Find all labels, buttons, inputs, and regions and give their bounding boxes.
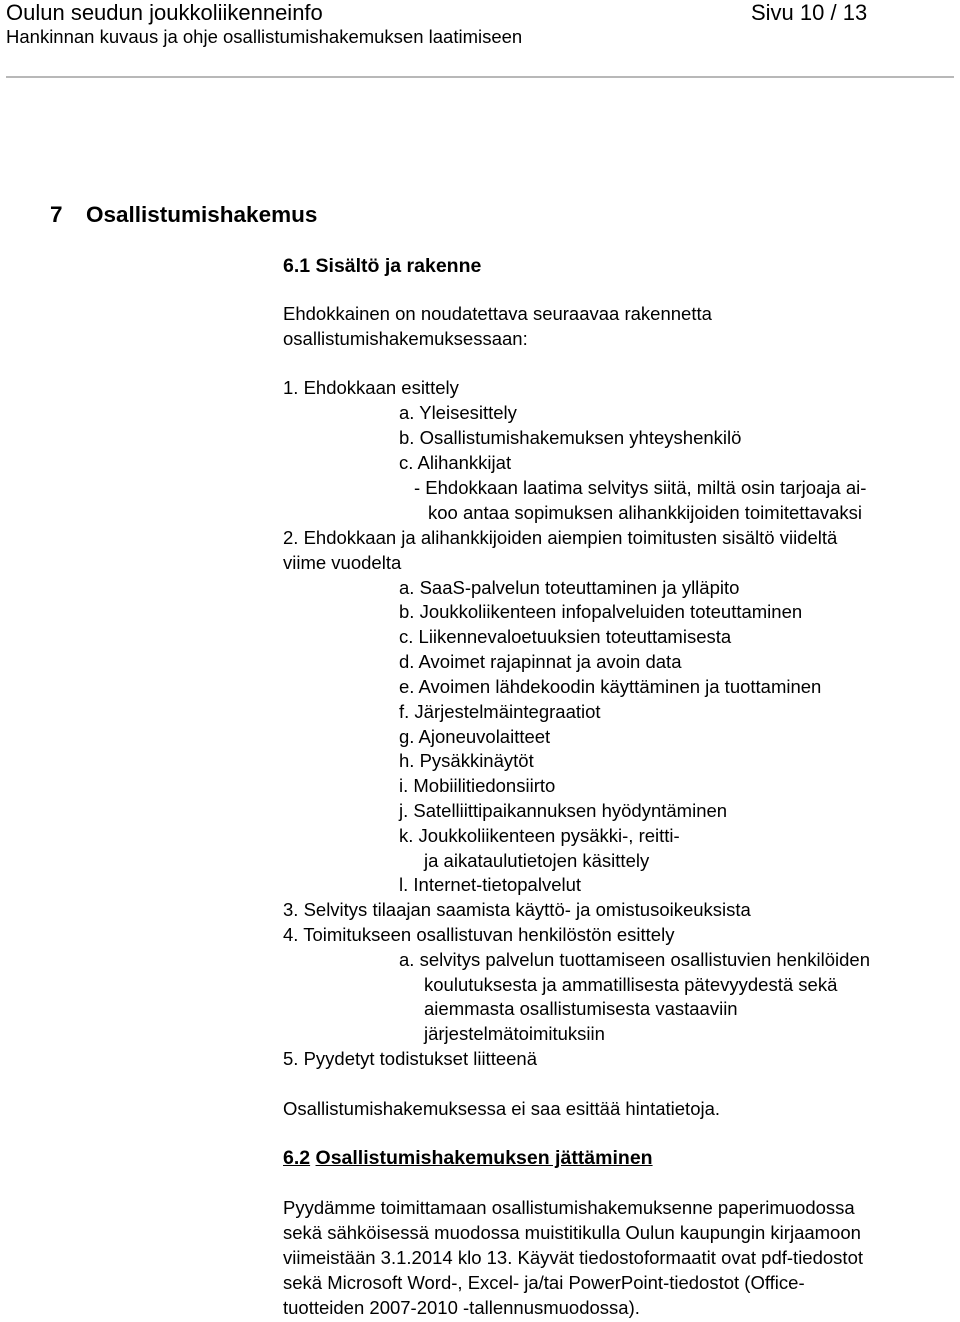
paragraph-line: tuotteiden 2007-2010 -tallennusmuodossa). bbox=[283, 1297, 640, 1318]
list-subitem: f. Järjestelmäintegraatiot bbox=[399, 701, 601, 722]
paragraph-line: Pyydämme toimittamaan osallistumishakemuksenne paperimuodossa bbox=[283, 1197, 855, 1218]
list-subitem: g. Ajoneuvolaitteet bbox=[399, 726, 551, 747]
list-subitem: c. Liikennevaloetuuksien toteuttamisesta bbox=[399, 626, 732, 647]
list-subitem: b. Osallistumishakemuksen yhteyshenkilö bbox=[399, 427, 742, 448]
intro-line: Ehdokkainen on noudatettava seuraavaa rakennetta bbox=[283, 303, 712, 324]
list-item: viime vuodelta bbox=[283, 552, 402, 573]
list-note: koo antaa sopimuksen alihankkijoiden toimitettavaksi bbox=[428, 502, 862, 523]
list-subitem: i. Mobiilitiedonsiirto bbox=[399, 775, 556, 796]
list-subitem: järjestelmätoimituksiin bbox=[424, 1023, 605, 1044]
intro-line: osallistumishakemuksessaan: bbox=[283, 328, 528, 349]
header-subtitle: Hankinnan kuvaus ja ohje osallistumishakemuksen laatimiseen bbox=[6, 26, 523, 47]
subsection-heading-6-1: 6.1 Sisältö ja rakenne bbox=[283, 255, 482, 277]
section-heading-7 bbox=[50, 201, 317, 229]
subsection-title: Osallistumishakemuksen jättäminen bbox=[315, 1147, 653, 1169]
subsection-number: 6.2 bbox=[283, 1147, 311, 1169]
list-subitem: h. Pysäkkinäytöt bbox=[399, 750, 534, 771]
list-subitem: k. Joukkoliikenteen pysäkki-, reitti- bbox=[399, 825, 680, 846]
list-item: 4. Toimitukseen osallistuvan henkilöstön esittely bbox=[283, 924, 675, 945]
paragraph-line: sekä Microsoft Word-, Excel- ja/tai PowerPoint-tiedostot (Office- bbox=[283, 1272, 805, 1293]
list-subitem: e. Avoimen lähdekoodin käyttäminen ja tuottaminen bbox=[399, 676, 822, 697]
list-subitem: l. Internet-tietopalvelut bbox=[399, 874, 582, 895]
section-title: Osallistumishakemus bbox=[86, 202, 318, 227]
list-note: - Ehdokkaan laatima selvitys siitä, miltä osin tarjoaja ai- bbox=[414, 477, 867, 498]
list-item: 3. Selvitys tilaajan saamista käyttö- ja omistusoikeuksista bbox=[283, 899, 751, 920]
page-number: Sivu 10 / 13 bbox=[751, 0, 868, 25]
list-item: 5. Pyydetyt todistukset liitteenä bbox=[283, 1048, 537, 1069]
header-divider bbox=[6, 76, 954, 78]
list-item: 2. Ehdokkaan ja alihankkijoiden aiempien toimitusten sisältö viideltä bbox=[283, 527, 838, 548]
list-subitem: b. Joukkoliikenteen infopalveluiden toteuttaminen bbox=[399, 601, 803, 622]
paragraph-line: viimeistään 3.1.2014 klo 13. Käyvät tiedostoformaatit ovat pdf-tiedostot bbox=[283, 1247, 863, 1268]
header-title: Oulun seudun joukkoliikenneinfo bbox=[6, 0, 323, 25]
list-subitem: aiemmasta osallistumisesta vastaaviin bbox=[424, 998, 738, 1019]
list-subitem: a. Yleisesittely bbox=[399, 402, 517, 423]
subsection-heading-6-2 bbox=[283, 1146, 653, 1170]
note-paragraph: Osallistumishakemuksessa ei saa esittää hintatietoja. bbox=[283, 1098, 721, 1119]
list-subitem: koulutuksesta ja ammatillisesta pätevyydestä sekä bbox=[424, 974, 838, 995]
list-subitem: a. SaaS-palvelun toteuttaminen ja ylläpito bbox=[399, 577, 740, 598]
list-subitem: d. Avoimet rajapinnat ja avoin data bbox=[399, 651, 682, 672]
list-subitem: j. Satelliittipaikannuksen hyödyntäminen bbox=[399, 800, 728, 821]
list-subitem: c. Alihankkijat bbox=[399, 452, 512, 473]
list-subitem: ja aikataulutietojen käsittely bbox=[424, 850, 650, 871]
list-item: 1. Ehdokkaan esittely bbox=[283, 377, 459, 398]
section-number: 7 bbox=[50, 202, 63, 227]
paragraph-line: sekä sähköisessä muodossa muistitikulla Oulun kaupungin kirjaamoon bbox=[283, 1222, 861, 1243]
list-subitem: a. selvitys palvelun tuottamiseen osallistuvien henkilöiden bbox=[399, 949, 870, 970]
